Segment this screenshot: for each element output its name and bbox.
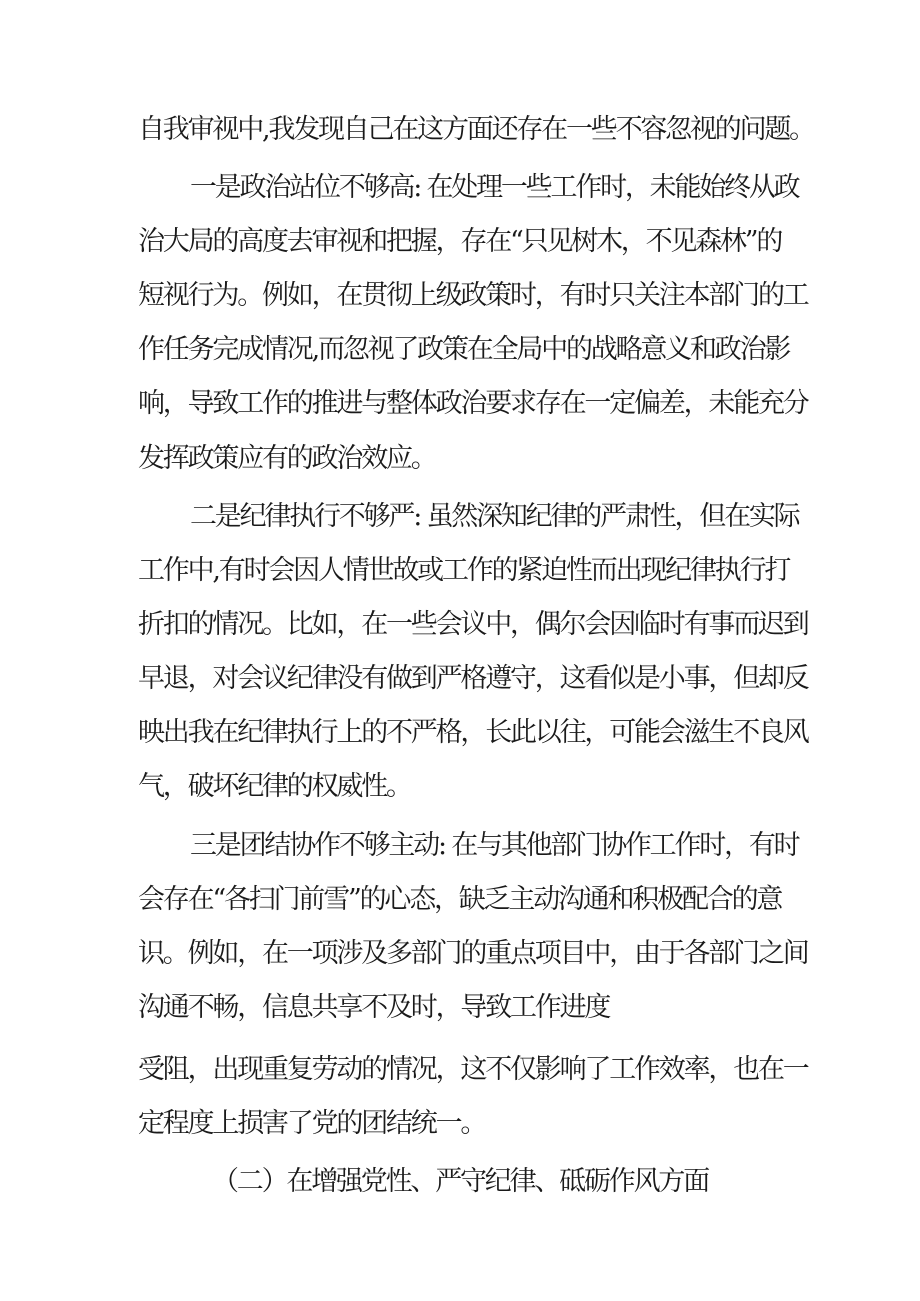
paragraph-line: 一是政治站位不够高: 在处理一些工作时，未能始终从政 [190, 172, 799, 203]
paragraph-line: 折扣的情况。比如，在一些会议中，偶尔会因临时有事而迟到 [138, 609, 808, 640]
paragraph-line: 响，导致工作的推进与整体政治要求存在一定偏差，未能充分 [138, 388, 808, 419]
section-heading: （二）在增强党性、严守纪律、砥砺作风方面 [212, 1166, 708, 1197]
paragraph-line: 定程度上损害了党的团结统一。 [138, 1108, 486, 1139]
paragraph-line: 作任务完成情况,而忽视了政策在全局中的战略意义和政治影 [138, 334, 790, 365]
paragraph-line: 三是团结协作不够主动: 在与其他部门协作工作时，有时 [190, 830, 799, 861]
paragraph-line: 二是纪律执行不够严: 虽然深知纪律的严肃性，但在实际 [190, 501, 799, 532]
paragraph-line: 短视行为。例如，在贯彻上级政策时，有时只关注本部门的工 [138, 280, 808, 311]
paragraph-line: 沟通不畅，信息共享不及时，导致工作进度 [138, 992, 610, 1023]
paragraph-line: 自我审视中,我发现自己在这方面还存在一些不容忽视的问题。 [138, 114, 814, 145]
paragraph-line: 早退，对会议纪律没有做到严格遵守，这看似是小事，但却反 [138, 663, 808, 694]
paragraph-line: 映出我在纪律执行上的不严格，长此以往，可能会滋生不良风 [138, 717, 808, 748]
paragraph-line: 受阻，出现重复劳动的情况，这不仅影响了工作效率，也在一 [138, 1054, 808, 1085]
paragraph-line: 工作中,有时会因人情世故或工作的紧迫性而出现纪律执行打 [138, 555, 790, 586]
paragraph-line: 识。例如，在一项涉及多部门的重点项目中，由于各部门之间 [138, 938, 808, 969]
paragraph-line: 发挥政策应有的政治效应。 [138, 443, 436, 474]
paragraph-line: 治大局的高度去审视和把握，存在“只见树木，不见森林”的 [138, 226, 782, 257]
paragraph-line: 会存在“各扫门前雪”的心态，缺乏主动沟通和积极配合的意 [138, 884, 782, 915]
paragraph-line: 气，破坏纪律的权威性。 [138, 771, 411, 802]
